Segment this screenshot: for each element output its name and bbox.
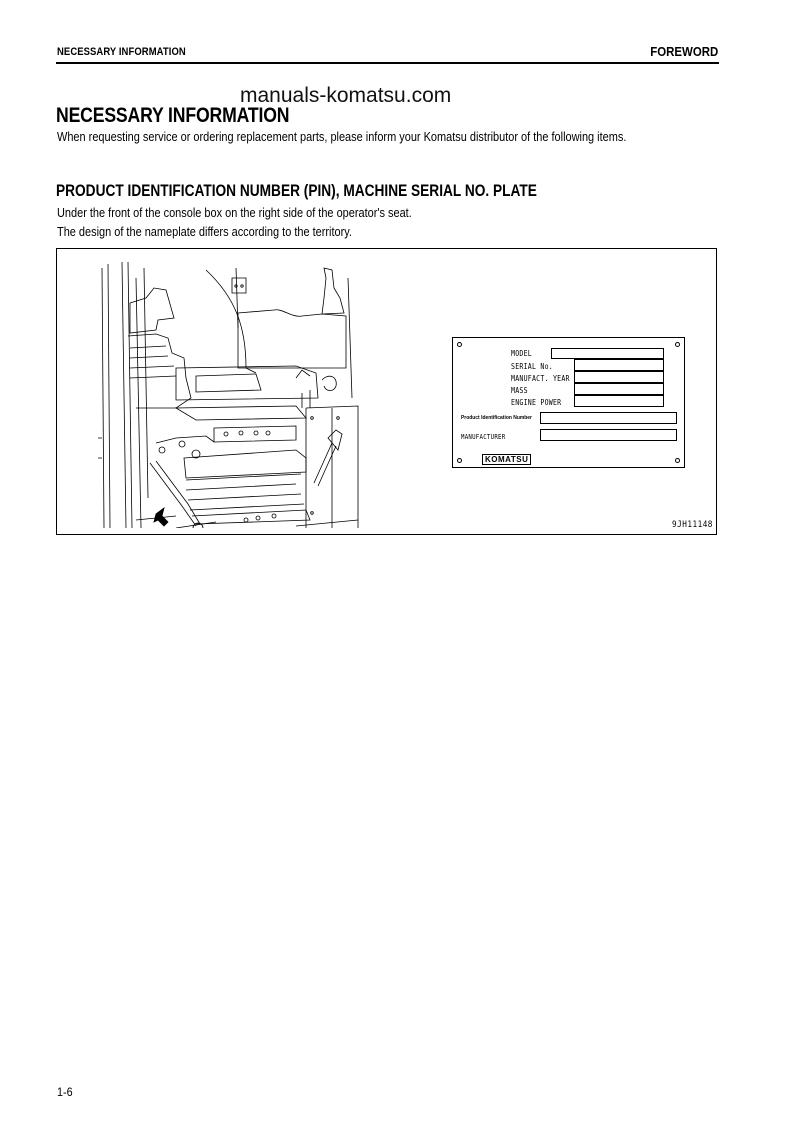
- figure-code: 9JH11148: [672, 520, 713, 530]
- header-rule: [56, 62, 719, 64]
- engine-power-field: [574, 395, 664, 407]
- serial-no-field: [574, 359, 664, 371]
- section-title: PRODUCT IDENTIFICATION NUMBER (PIN), MACHINE SERIAL NO. PLATE: [56, 182, 537, 200]
- model-label: MODEL: [511, 349, 532, 358]
- manufact-year-field: [574, 371, 664, 383]
- intro-paragraph: When requesting service or ordering replacement parts, please inform your Komatsu distributor of the following items.: [57, 130, 627, 144]
- rivet-hole-icon: [675, 342, 680, 347]
- model-field: [551, 348, 664, 359]
- komatsu-logo: KOMATSU: [482, 454, 531, 465]
- mass-field: [574, 383, 664, 395]
- manufacturer-label: MANUFACTURER: [461, 433, 506, 441]
- rivet-hole-icon: [675, 458, 680, 463]
- watermark-link: manuals-komatsu.com: [240, 84, 452, 107]
- page-title: NECESSARY INFORMATION: [56, 104, 290, 127]
- rivet-hole-icon: [457, 342, 462, 347]
- machine-serial-nameplate: [452, 337, 685, 468]
- running-header-section: NECESSARY INFORMATION: [57, 46, 186, 58]
- location-text: Under the front of the console box on the right side of the operator's seat.: [57, 206, 412, 220]
- serial-no-label: SERIAL No.: [511, 362, 553, 371]
- running-header-chapter: FOREWORD: [649, 44, 718, 59]
- manufacturer-field: [540, 429, 677, 441]
- pin-label: Product Identification Number: [461, 415, 532, 421]
- pin-field: [540, 412, 677, 424]
- rivet-hole-icon: [457, 458, 462, 463]
- territory-note: The design of the nameplate differs according to the territory.: [57, 225, 352, 239]
- engine-power-label: ENGINE POWER: [511, 398, 562, 407]
- operator-seat-illustration: [96, 258, 366, 528]
- page-number: 1-6: [57, 1085, 73, 1099]
- mass-label: MASS: [511, 386, 528, 395]
- manufact-year-label: MANUFACT. YEAR: [511, 374, 570, 383]
